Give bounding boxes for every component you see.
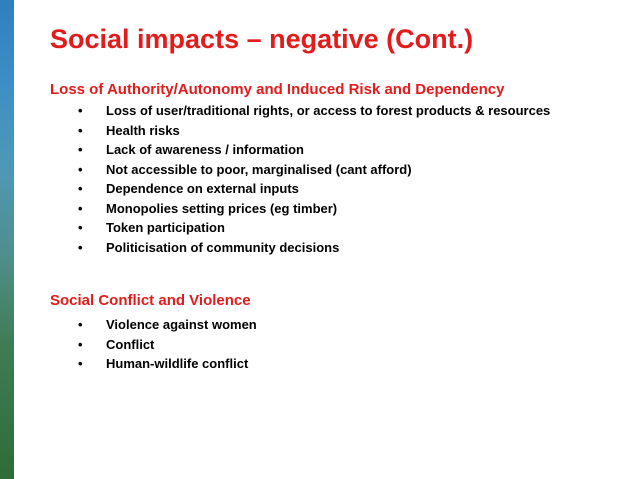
list-item-text: Politicisation of community decisions <box>106 239 340 255</box>
bullet-icon: • <box>78 200 83 216</box>
bullet-icon: • <box>78 161 83 177</box>
list-item <box>78 140 550 160</box>
list-item-text: Token participation <box>106 220 225 235</box>
list-item <box>78 101 550 121</box>
bullet-list-authority <box>78 101 550 257</box>
list-item <box>78 160 550 180</box>
bullet-list-conflict <box>78 315 257 374</box>
list-item-text: Conflict <box>106 336 155 352</box>
list-item-text: Violence against women <box>106 317 257 332</box>
list-item-text: Health risks <box>106 122 180 138</box>
list-item <box>78 315 257 335</box>
list-item-text: Monopolies setting prices (eg timber) <box>106 200 338 216</box>
list-item-text: Dependence on external inputs <box>106 181 299 196</box>
section-heading-authority: Loss of Authority/Autonomy and Induced Risk and Dependency <box>50 81 505 98</box>
list-item <box>78 218 550 238</box>
list-item <box>78 199 550 219</box>
list-item-text: Lack of awareness / information <box>106 142 304 157</box>
list-item-text: Not accessible to poor, marginalised (cant afford) <box>106 161 412 177</box>
bullet-icon: • <box>78 317 83 332</box>
bullet-icon: • <box>78 239 83 255</box>
bullet-icon: • <box>78 336 83 352</box>
slide-title: Social impacts – negative (Cont.) <box>50 24 474 54</box>
list-item <box>78 354 257 374</box>
bullet-icon: • <box>78 103 83 118</box>
bullet-icon: • <box>78 220 83 235</box>
list-item <box>78 121 550 141</box>
list-item-text: Human-wildlife conflict <box>106 356 249 371</box>
bullet-icon: • <box>78 181 83 196</box>
list-item <box>78 179 550 199</box>
decorative-side-band <box>0 0 14 479</box>
bullet-icon: • <box>78 142 83 157</box>
bullet-icon: • <box>78 356 83 371</box>
list-item <box>78 238 550 258</box>
bullet-icon: • <box>78 122 83 138</box>
section-heading-conflict: Social Conflict and Violence <box>50 292 251 309</box>
list-item <box>78 335 257 355</box>
list-item-text: Loss of user/traditional rights, or access to forest products & resources <box>106 103 551 118</box>
